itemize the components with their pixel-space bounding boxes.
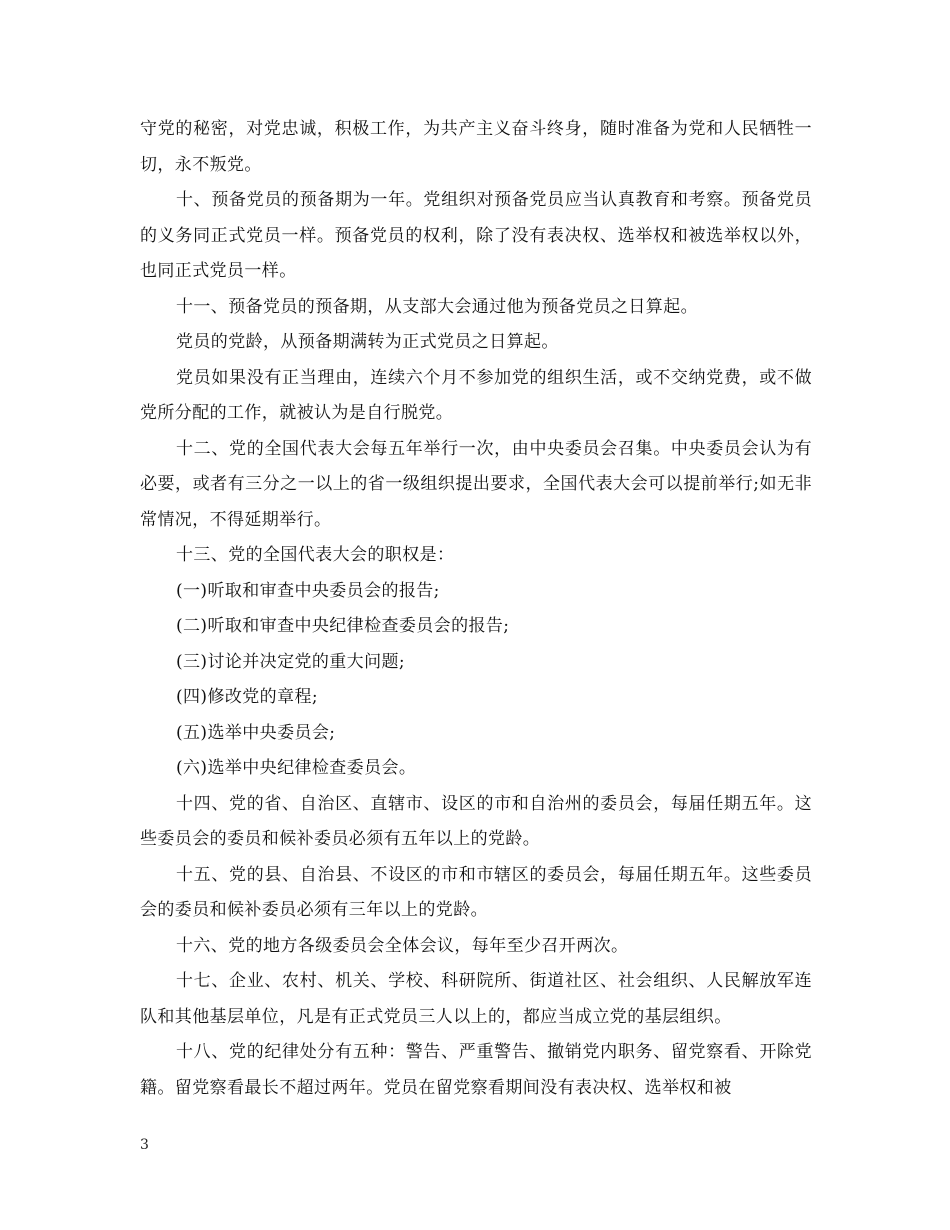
paragraph-16: 十六、党的地方各级委员会全体会议，每年至少召开两次。: [176, 935, 629, 956]
list-item-5: (五)选举中央委员会;: [176, 722, 336, 743]
paragraph-3: 十一、预备党员的预备期，从支部大会通过他为预备党员之日算起。: [176, 296, 698, 317]
paragraph-18: 十八、党的纪律处分有五种：警告、严重警告、撤销党内职务、留党察看、开除党籍。留党察看最长不超过两年。党员在留党察看期间没有表决权、选举权和被: [140, 1042, 812, 1098]
list-item-2: (二)听取和审查中央纪律检查委员会的报告;: [176, 616, 510, 636]
list-item-6: (六)选举中央纪律检查委员会。: [176, 758, 417, 778]
paragraph-5: 党员如果没有正当理由，连续六个月不参加党的组织生活，或不交纳党费，或不做党所分配的工作，就被认为是自行脱党。: [140, 367, 812, 423]
paragraph-4: 党员的党龄，从预备期满转为正式党员之日算起。: [176, 332, 559, 352]
list-item-4: (四)修改党的章程;: [176, 687, 318, 707]
paragraph-1: 守党的秘密，对党忠诚，积极工作，为共产主义奋斗终身，随时准备为党和人民牺牲一切，永不叛党。: [140, 119, 812, 175]
list-item-3: (三)讨论并决定党的重大问题;: [176, 651, 405, 672]
list-item-1: (一)听取和审查中央委员会的报告;: [176, 580, 440, 601]
page-number: 3: [140, 1137, 149, 1153]
document-body: [140, 112, 812, 1106]
paragraph-2: 十、预备党员的预备期为一年。党组织对预备党员应当认真教育和考察。预备党员的义务同正式党员一样。预备党员的权利，除了没有表决权、选举权和被选举权以外，也同正式党员一样。: [140, 190, 812, 281]
paragraph-15: 十五、党的县、自治县、不设区的市和市辖区的委员会，每届任期五年。这些委员会的委员和候补委员必须有三年以上的党龄。: [140, 864, 812, 920]
paragraph-14: 十四、党的省、自治区、直辖市、设区的市和自治州的委员会，每届任期五年。这些委员会的委员和候补委员必须有五年以上的党龄。: [140, 793, 812, 849]
paragraph-17: 十七、企业、农村、机关、学校、科研院所、街道社区、社会组织、人民解放军连队和其他基层单位，凡是有正式党员三人以上的，都应当成立党的基层组织。: [140, 971, 812, 1027]
paragraph-7: 十三、党的全国代表大会的职权是：: [176, 545, 455, 565]
paragraph-6: 十二、党的全国代表大会每五年举行一次，由中央委员会召集。中央委员会认为有必要，或者有三分之一以上的省一级组织提出要求，全国代表大会可以提前举行;如无非常情况，不得延期举行。: [140, 438, 812, 530]
